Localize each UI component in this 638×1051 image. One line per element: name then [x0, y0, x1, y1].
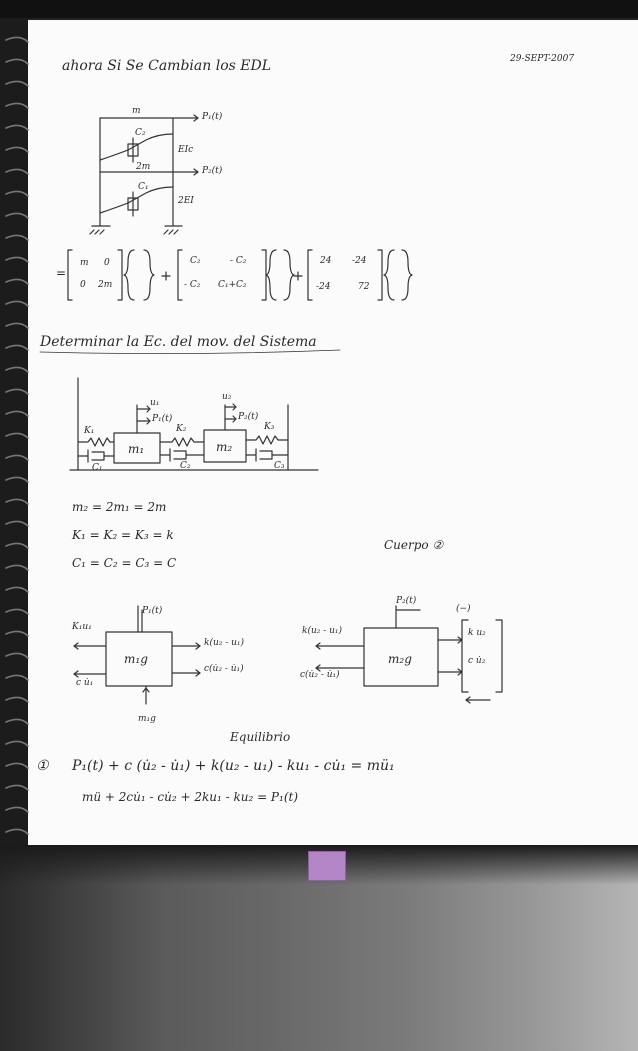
- matrix-equals: =: [56, 266, 67, 280]
- fig1-mass-mid: 2m: [136, 162, 151, 172]
- fig1-force-mid: P₂(t): [202, 166, 223, 176]
- fig1-mass-top: m: [132, 106, 141, 116]
- fig2-c1: C₁: [92, 463, 103, 473]
- fig1-stiffness-bottom: 2EI: [178, 196, 194, 206]
- section-heading: Determinar la Ec. del mov. del Sistema: [40, 334, 317, 350]
- stiff-k12: -24: [352, 256, 367, 266]
- fbd2-left-top: k(u₂ - u₁): [302, 626, 343, 636]
- spiral-rings: [6, 37, 28, 834]
- fbd1-right-bottom: c(u̇₂ - u̇₁): [204, 664, 244, 674]
- equation-1: P₁(t) + c (u̇₂ - u̇₁) + k(u₂ - u₁) - ku₁ - cu̇₁ = mü₁: [72, 758, 395, 774]
- fig2-c2: C₂: [180, 461, 191, 471]
- relation-damping: C₁ = C₂ = C₃ = C: [72, 556, 177, 570]
- fig2-k2: K₂: [176, 424, 187, 434]
- mass-m12: 0: [104, 258, 110, 268]
- stiff-k22: 72: [358, 282, 370, 292]
- fig2-m2: m₂: [216, 440, 233, 454]
- fbd1-below: m₁g: [138, 714, 156, 724]
- fbd1-left-top: K₁u₁: [72, 622, 92, 632]
- fbd2-left-bottom: c(u̇₂ - u̇₁): [300, 670, 340, 680]
- fig2-c3: C₃: [274, 461, 285, 471]
- fig2-m1: m₁: [128, 442, 145, 456]
- fbd2-sign: (−): [456, 604, 471, 614]
- fig2-u2: u₂: [222, 392, 232, 402]
- two-mass-system: [70, 378, 318, 470]
- damp-c21: - C₂: [184, 280, 201, 290]
- mass-m11: m: [80, 258, 89, 268]
- fig2-u1: u₁: [150, 398, 160, 408]
- fbd2-right-top: k u₂: [468, 628, 486, 638]
- relation-mass: m₂ = 2m₁ = 2m: [72, 500, 167, 514]
- fig2-p2: P₂(t): [238, 412, 259, 422]
- mass-m22: 2m: [98, 280, 113, 290]
- equilibrio-label: Equilibrio: [230, 730, 291, 744]
- page-heading: ahora Si Se Cambian los EDL: [62, 58, 271, 74]
- fig1-stiffness-top: EIc: [178, 145, 194, 155]
- fbd2-force: P₂(t): [396, 596, 417, 606]
- fig1-damper-top: C₂: [135, 128, 146, 138]
- damp-c22: C₁+C₂: [218, 280, 247, 290]
- stiff-k11: 24: [320, 256, 332, 266]
- fig2-p1: P₁(t): [152, 414, 173, 424]
- fbd1-left-bottom: c u̇₁: [76, 678, 94, 688]
- fbd2-right-bottom: c u̇₂: [468, 656, 486, 666]
- fbd1-right-top: k(u₂ - u₁): [204, 638, 245, 648]
- fig2-k1: K₁: [84, 426, 95, 436]
- equation-marker: ①: [36, 758, 49, 774]
- fig1-force-top: P₁(t): [202, 112, 223, 122]
- fbd1-mass: m₁g: [124, 652, 148, 666]
- damp-c12: - C₂: [230, 256, 247, 266]
- page-date: 29-SEPT-2007: [510, 54, 575, 64]
- fbd2-mass: m₂g: [388, 652, 412, 666]
- damp-c11: C₂: [190, 256, 201, 266]
- relation-stiffness: K₁ = K₂ = K₃ = k: [72, 528, 174, 542]
- heading-underline: [40, 350, 340, 354]
- equation-2: mü + 2cu̇₁ - cu̇₂ + 2ku₁ - ku₂ = P₁(t): [82, 790, 299, 804]
- fig1-damper-bottom: C₁: [138, 182, 149, 192]
- cuerpo-label: Cuerpo ②: [384, 538, 444, 552]
- fbd1-force: P₁(t): [142, 606, 163, 616]
- fig2-k3: K₃: [264, 422, 275, 432]
- mass-m21: 0: [80, 280, 86, 290]
- stiff-k21: -24: [316, 282, 331, 292]
